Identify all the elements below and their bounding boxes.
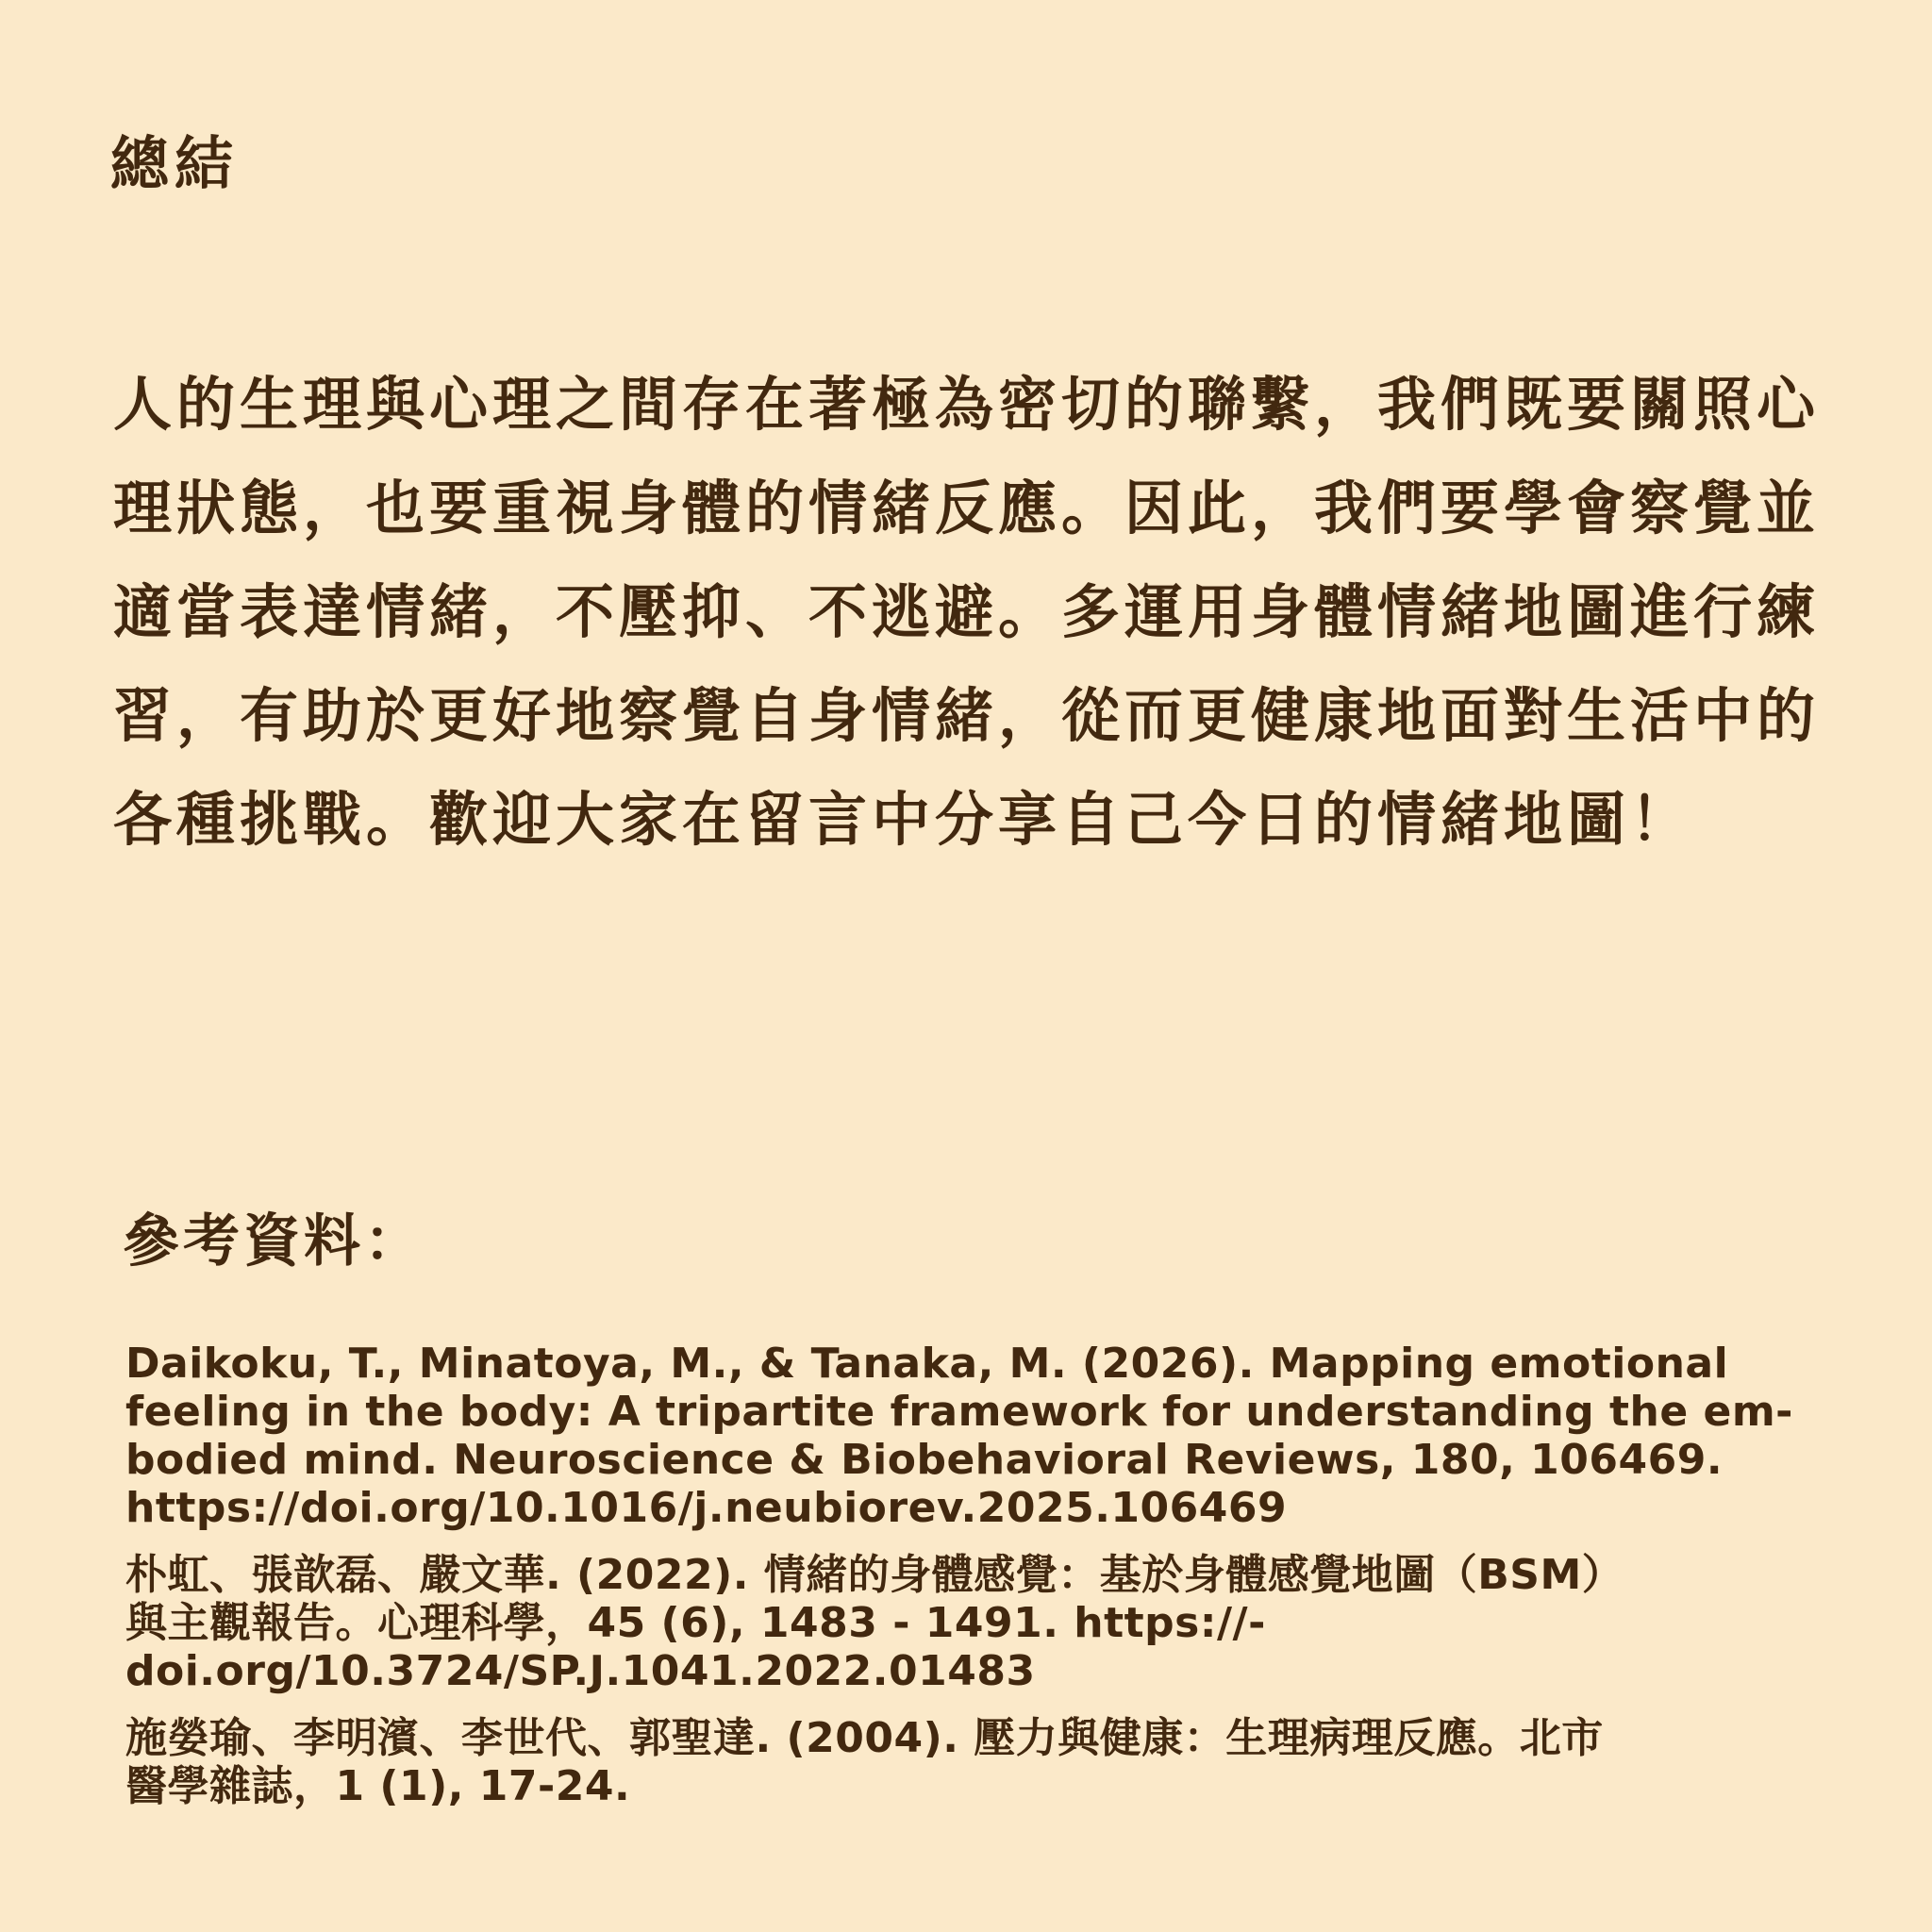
summary-line: 習，有助於更好地察覺自身情緒，從而更健康地面對生活中的 [113,681,1821,750]
summary-line: 適當表達情緒，不壓抑、不逃避。多運用身體情緒地圖進行練 [113,577,1821,646]
references-heading: 參考資料： [123,1208,425,1274]
reference-line: Daikoku, T., Minatoya, M., & Tanaka, M. (2026). Mapping emotional [125,1340,1729,1388]
reference-line: bodied mind. Neuroscience & Biobehavioral Reviews, 180, 106469. [125,1436,1724,1484]
reference-line: doi.org/10.3724/SP.J.1041.2022.01483 [125,1647,1036,1695]
reference-line: https://doi.org/10.1016/j.neubiorev.2025.106469 [125,1484,1288,1532]
page-title: 總結 [110,129,240,198]
summary-line: 理狀態，也要重視身體的情緒反應。因此，我們要學會察覺並 [113,474,1821,542]
references-list [125,1340,1793,1829]
reference-item [125,1714,1793,1810]
summary-line: 各種挑戰。歡迎大家在留言中分享自己今日的情緒地圖！ [113,785,1694,854]
reference-item [125,1551,1793,1695]
reference-item [125,1340,1793,1532]
reference-line: 施嫈瑜、李明濱、李世代、郭聖達. (2004). 壓力與健康：生理病理反應。北市 [125,1714,1604,1762]
reference-line: 醫學雜誌，1 (1), 17-24. [125,1762,631,1810]
reference-line: feeling in the body: A tripartite framework for understanding the em- [125,1388,1793,1436]
reference-line: 朴虹、張歆磊、嚴文華. (2022). 情緒的身體感覺：基於身體感覺地圖（BSM） [125,1551,1624,1599]
reference-line: 與主觀報告。心理科學，45 (6), 1483 - 1491. https://- [125,1599,1266,1647]
summary-paragraph [113,353,1820,872]
summary-line: 人的生理與心理之間存在著極為密切的聯繫，我們既要關照心 [113,370,1821,439]
